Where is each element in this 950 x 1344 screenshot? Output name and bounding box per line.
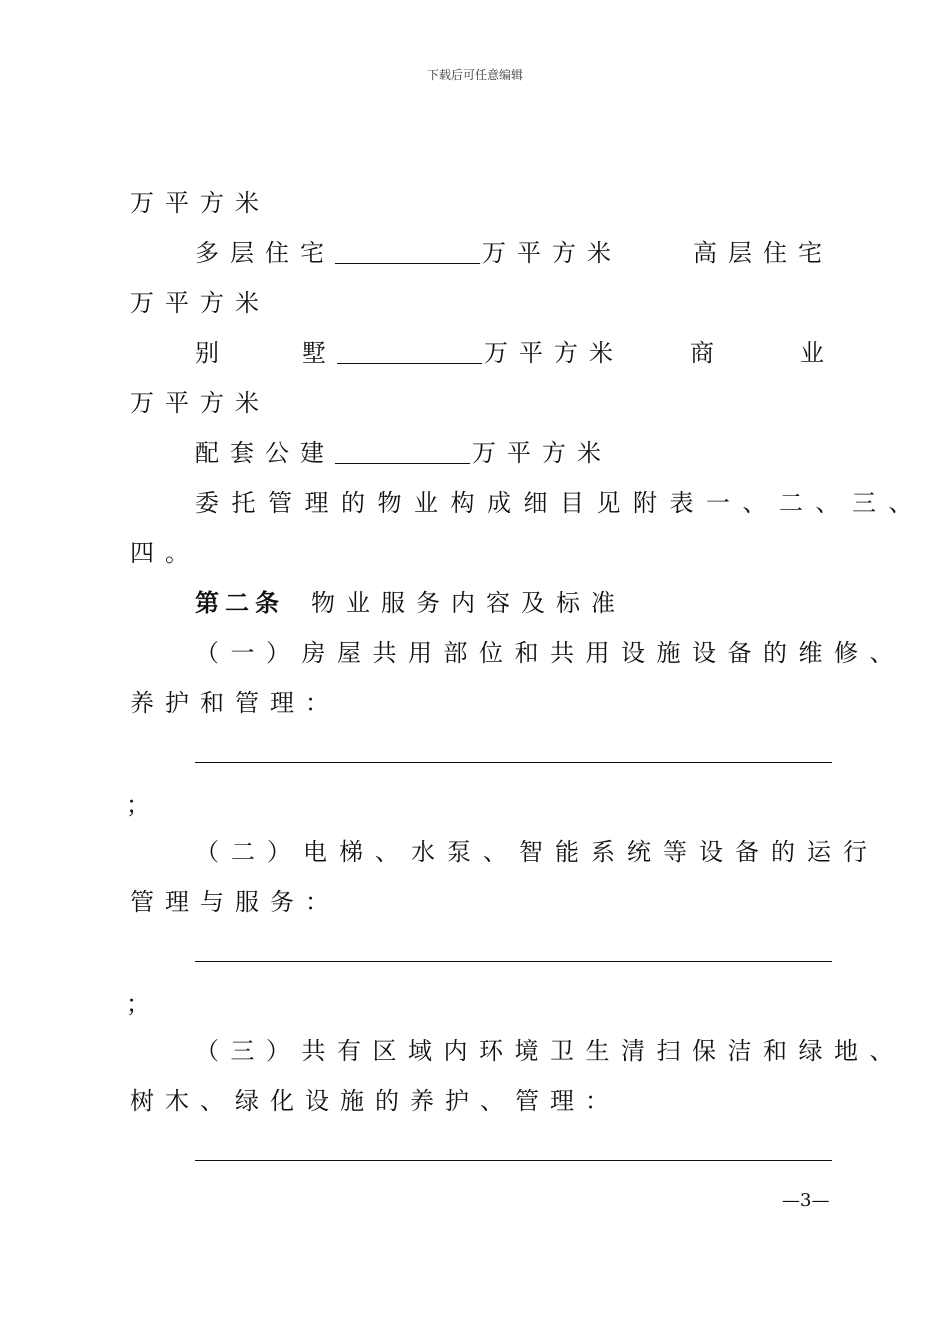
text-line <box>195 238 622 268</box>
text-line <box>195 438 612 468</box>
label-villa-1: 别 <box>195 339 230 367</box>
label-multistorey: 多层住宅 <box>195 239 335 267</box>
label-commercial-1: 商 <box>690 339 725 367</box>
label-highrise: 高层住宅 <box>693 239 833 267</box>
text-line: 树木、绿化设施的养护、管理： <box>130 1087 620 1115</box>
unit: 万平方米 <box>482 239 622 267</box>
fill-line[interactable] <box>195 1160 832 1161</box>
fill-line[interactable] <box>195 762 832 763</box>
unit: 万平方米 <box>484 339 624 367</box>
text-line: 四。 <box>130 539 200 567</box>
fill-blank[interactable] <box>337 341 482 364</box>
text-line: 养护和管理： <box>130 689 340 717</box>
text-line: （二）电梯、水泵、智能系统等设备的运行 <box>195 838 879 866</box>
label-facilities: 配套公建 <box>195 439 335 467</box>
text-line: 委托管理的物业构成细目见附表一、二、三、 <box>195 489 925 517</box>
text-line: 万平方米 <box>130 389 270 417</box>
fill-line[interactable] <box>195 961 832 962</box>
text-line: （一）房屋共用部位和共用设施设备的维修、 <box>195 639 905 667</box>
semicolon: ； <box>126 990 161 1018</box>
page-number: —3— <box>782 1190 830 1211</box>
article-heading <box>195 588 626 618</box>
semicolon: ； <box>126 791 161 819</box>
article-label: 第二条 <box>195 589 285 617</box>
text-line <box>302 338 624 368</box>
fill-blank[interactable] <box>335 441 470 464</box>
unit: 万平方米 <box>472 439 612 467</box>
page-header: 下载后可任意编辑 <box>426 68 523 82</box>
label-villa-2: 墅 <box>302 339 337 367</box>
fill-blank[interactable] <box>335 241 480 264</box>
text-line: 万平方米 <box>130 189 270 217</box>
article-title: 物业服务内容及标准 <box>311 589 626 617</box>
label-commercial-2: 业 <box>800 339 835 367</box>
text-line: 管理与服务： <box>130 888 340 916</box>
text-line: （三）共有区域内环境卫生清扫保洁和绿地、 <box>195 1037 905 1065</box>
text-line: 万平方米 <box>130 289 270 317</box>
